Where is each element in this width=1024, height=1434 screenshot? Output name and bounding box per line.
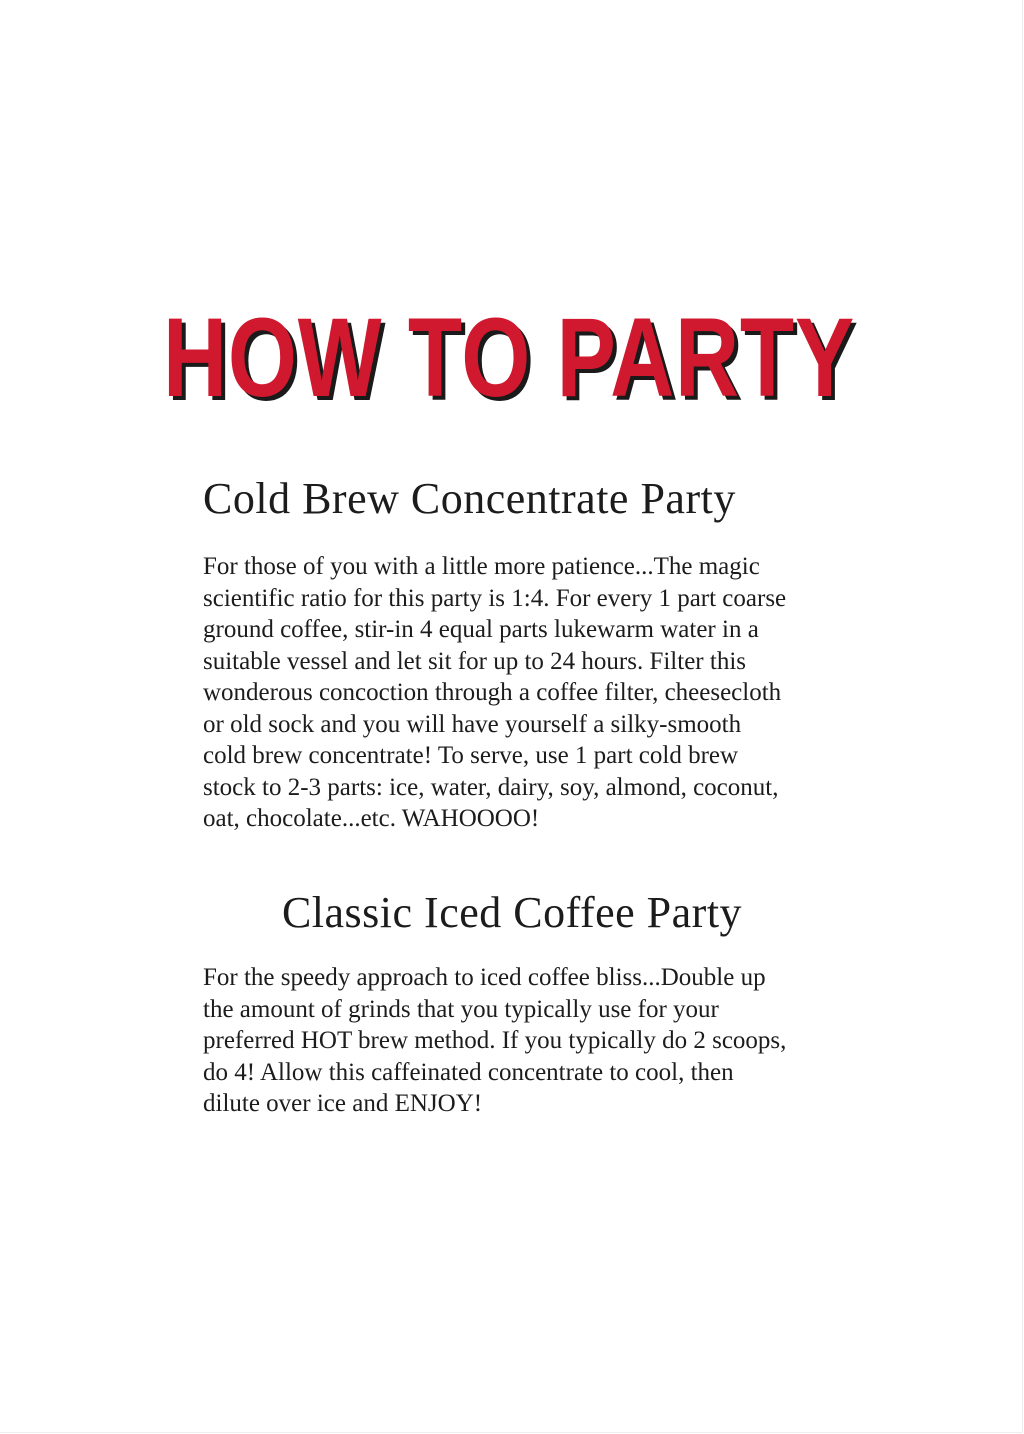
text-line: do 4! Allow this caffeinated concentrate to cool, then xyxy=(203,1058,734,1086)
text-line: cold brew concentrate! To serve, use 1 part cold brew xyxy=(203,742,739,769)
text-line: the amount of grinds that you typically use for your xyxy=(203,995,719,1023)
page-title-text: HOW TO PARTY xyxy=(163,295,855,420)
section-body-cold-brew xyxy=(203,551,786,835)
text-line: dilute over ice and ENJOY! xyxy=(203,1090,483,1117)
text-line: oat, chocolate...etc. WAHOOOO! xyxy=(203,805,540,832)
text-line: stock to 2-3 parts: ice, water, dairy, soy, almond, coconut, xyxy=(203,773,779,801)
page-title xyxy=(163,295,863,420)
text-line: preferred HOT brew method. If you typically do 2 scoops, xyxy=(203,1027,787,1054)
text-line: scientific ratio for this party is 1:4. For every 1 part coarse xyxy=(203,584,787,612)
text-line: suitable vessel and let sit for up to 24 hours. Filter this xyxy=(203,647,746,675)
text-line: or old sock and you will have yourself a silky-smooth xyxy=(203,710,742,738)
text-line: wonderous concoction through a coffee filter, cheesecloth xyxy=(203,679,782,706)
text-line: For those of you with a little more patience...The magic xyxy=(203,553,760,580)
section-heading-cold-brew: Cold Brew Concentrate Party xyxy=(203,474,736,523)
section-body-iced-coffee xyxy=(203,962,786,1120)
section-heading-iced-coffee: Classic Iced Coffee Party xyxy=(281,888,743,937)
text-line: For the speedy approach to iced coffee bliss...Double up xyxy=(203,964,766,991)
text-line: ground coffee, stir-in 4 equal parts lukewarm water in a xyxy=(203,616,759,643)
